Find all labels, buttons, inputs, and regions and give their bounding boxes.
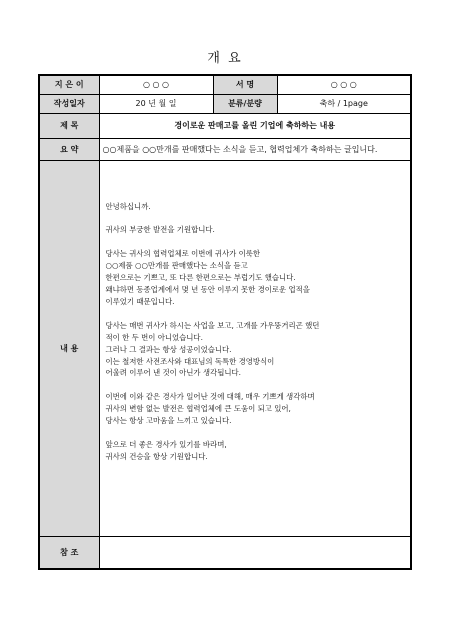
content-line: 귀사의 변함 없는 발전은 협력업체에 큰 도움이 되고 있어, [105,404,291,414]
date-label: 작성일자 [39,94,99,113]
author-row [39,75,411,94]
content-row [39,160,411,536]
summary-row [39,138,411,160]
summary-label: 요 약 [39,138,99,160]
content-line: 적이 한 두 번이 아니었습니다. [105,332,203,342]
reference-row [39,536,411,569]
content-line: 이루었기 때문입니다. [105,296,175,306]
content-line: 귀사의 부궁한 발전을 기원합니다. [105,225,215,235]
content-text [100,161,411,463]
content-label: 내 용 [39,160,99,536]
content-body [99,160,411,536]
content-line: 그러나 그 결과는 항상 성공이었습니다. [105,344,232,354]
subject-label: 제 목 [39,113,99,138]
content-line: 왜냐하면 동종업계에서 몇 년 동안 이루지 못한 경이로운 업적을 [105,285,310,295]
date-row [39,94,411,113]
content-line: 당사는 매번 귀사가 하시는 사업을 보고, 고개를 가우뚱거리곤 했던 [105,320,320,330]
author-label: 지 은 이 [39,75,99,94]
content-line: 한편으로는 기쁘고, 또 다른 한편으로는 부럽기도 했습니다. [105,273,296,283]
content-line: 이는 철저한 사전조사와 대표님의 독특한 경영방식이 [105,356,275,366]
reference-label: 참 조 [39,536,99,569]
summary-value: ○○제품을 ○○만개를 판매했다는 소식을 듣고, 협력업체가 축하하는 글입니다. [99,138,411,160]
content-line: 어울려 이루어 낸 것이 아닌가 생각됩니다. [105,368,241,378]
content-line: 이번에 이와 같은 경사가 일어난 것에 대해, 매우 기쁘게 생각하며 [105,392,315,402]
paragraph-gap [106,379,411,391]
content-line: 귀사의 건승을 항상 기원합니다. [105,452,208,461]
content-line: ○○제품 ○○만개를 판매했다는 소식을 듣고 [105,261,248,271]
date-value: 20 년 월 일 [99,94,213,113]
paragraph-gap [106,212,411,224]
content-line: 당사는 항상 고마움을 느끼고 있습니다. [105,416,232,426]
content-line: 당사는 귀사의 협력업체로 이번에 귀사가 이룩한 [105,249,261,259]
overview-form [38,74,412,570]
subject-value: 경이로운 판매고를 올린 기업에 축하하는 내용 [99,113,411,138]
reference-value [99,536,411,569]
author-value: ○ ○ ○ [99,75,213,94]
content-line: 안녕하십니까. [105,201,151,211]
category-label: 분류/분량 [213,94,277,113]
subject-row [39,113,411,138]
content-line: 앞으로 더 좋은 경사가 있기를 바라며, [105,440,227,450]
category-value: 축하 / 1page [277,94,411,113]
reviewer-label: 서 명 [213,75,277,94]
paragraph-gap [106,427,411,439]
reviewer-value: ○ ○ ○ [277,75,411,94]
document-title: 개 요 [207,51,243,66]
paragraph-gap [106,236,411,248]
paragraph-gap [106,308,411,320]
